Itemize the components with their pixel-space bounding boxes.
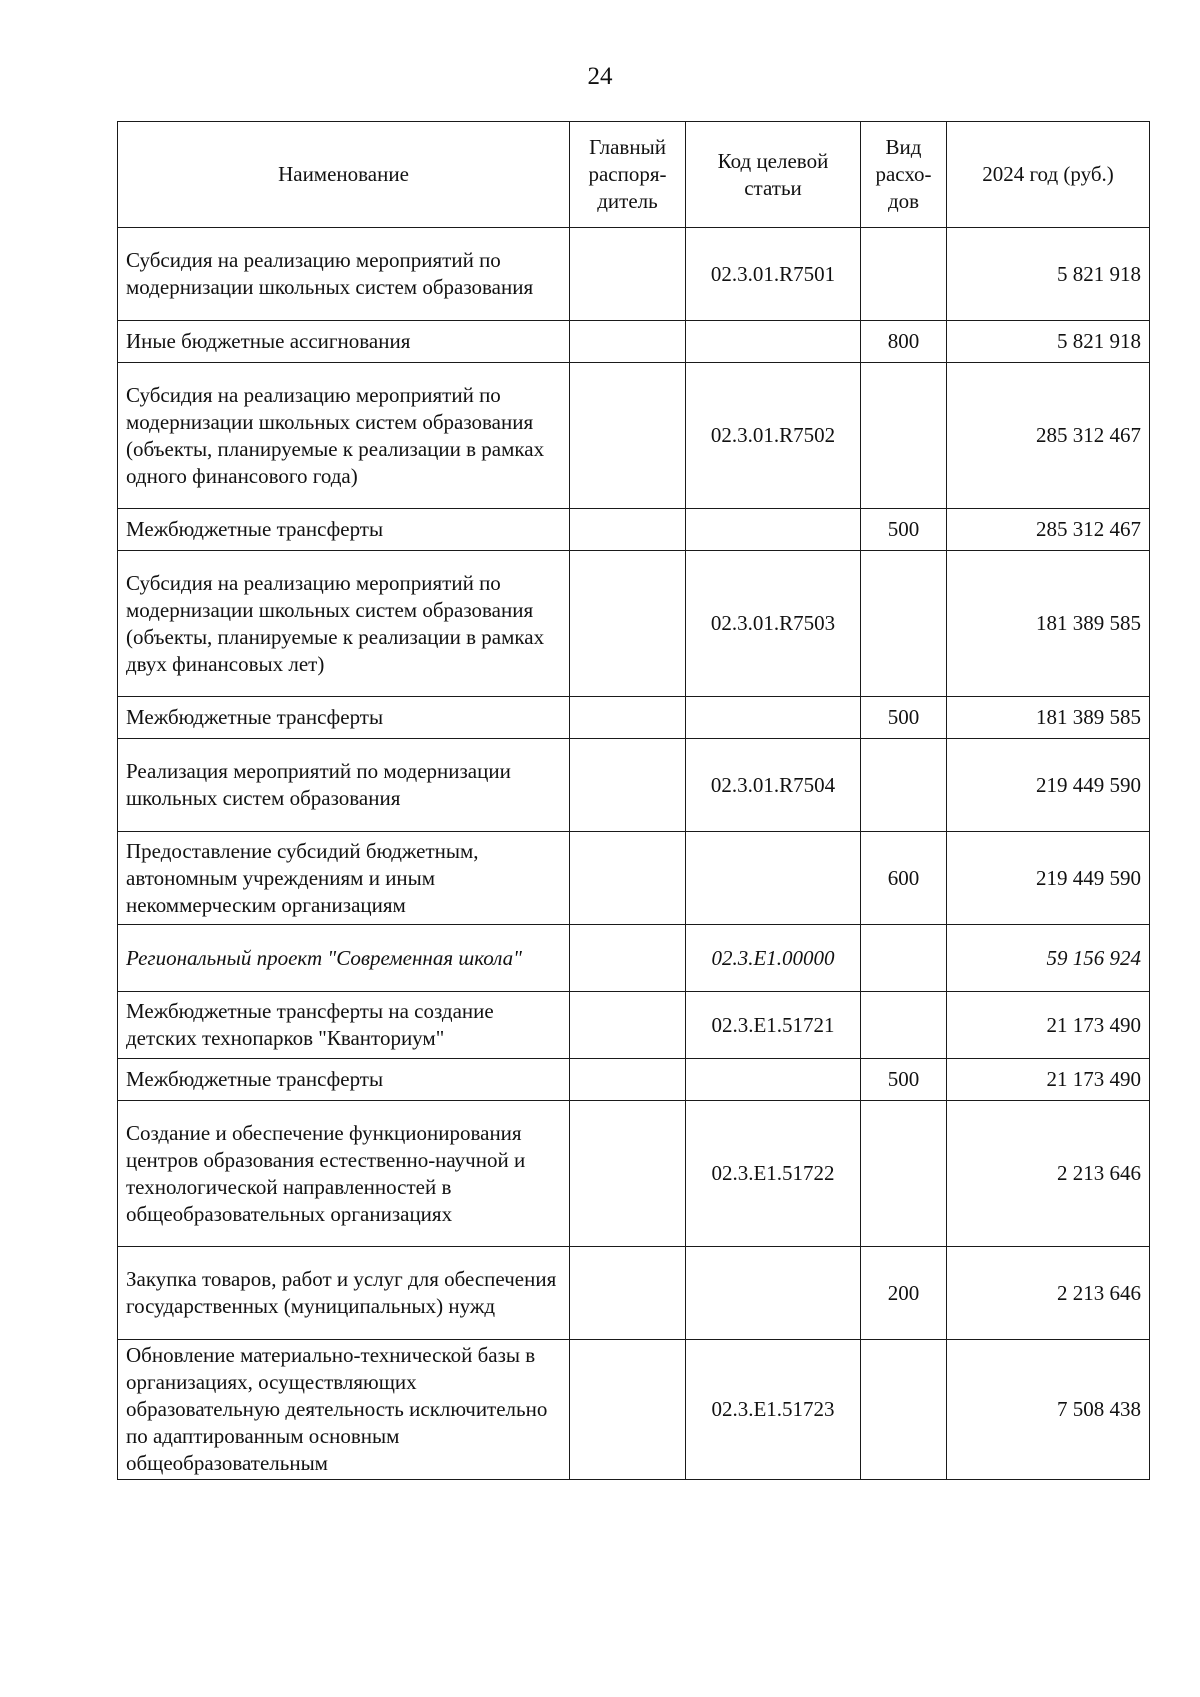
cell-code: 02.3.E1.00000 <box>686 925 861 992</box>
cell-kind: 200 <box>861 1247 947 1340</box>
cell-code: 02.3.01.R7504 <box>686 739 861 832</box>
table-row <box>118 925 1150 992</box>
cell-name: Субсидия на реализацию мероприятий по модернизации школьных систем образования (объекты, планируемые к реализации в рамках одного финансового года) <box>118 363 570 509</box>
cell-amount: 181 389 585 <box>947 551 1150 697</box>
cell-code <box>686 832 861 925</box>
cell-amount: 21 173 490 <box>947 992 1150 1059</box>
header-amount: 2024 год (руб.) <box>947 122 1150 228</box>
cell-amount: 21 173 490 <box>947 1059 1150 1101</box>
cell-kind: 800 <box>861 321 947 363</box>
table-row <box>118 551 1150 697</box>
cell-amount: 181 389 585 <box>947 697 1150 739</box>
cell-code <box>686 509 861 551</box>
cell-amount: 219 449 590 <box>947 832 1150 925</box>
header-ministry: Главный распоря-дитель <box>570 122 686 228</box>
table-row <box>118 832 1150 925</box>
cell-ministry <box>570 739 686 832</box>
cell-kind <box>861 363 947 509</box>
cell-code <box>686 1059 861 1101</box>
cell-ministry <box>570 1340 686 1480</box>
cell-ministry <box>570 228 686 321</box>
table-row <box>118 509 1150 551</box>
cell-name: Межбюджетные трансферты <box>118 1059 570 1101</box>
cell-code: 02.3.01.R7502 <box>686 363 861 509</box>
cell-code: 02.3.E1.51721 <box>686 992 861 1059</box>
cell-name: Субсидия на реализацию мероприятий по модернизации школьных систем образования (объекты, планируемые к реализации в рамках двух финансовых лет) <box>118 551 570 697</box>
cell-code: 02.3.E1.51723 <box>686 1340 861 1480</box>
cell-name: Межбюджетные трансферты <box>118 509 570 551</box>
cell-name: Обновление материально-технической базы в организациях, осуществляющих образовательную деятельность исключительно по адаптированным основным общеобразовательным <box>118 1340 570 1480</box>
cell-name: Региональный проект "Современная школа" <box>118 925 570 992</box>
cell-name: Реализация мероприятий по модернизации школьных систем образования <box>118 739 570 832</box>
table-row <box>118 739 1150 832</box>
table-row <box>118 321 1150 363</box>
table-row <box>118 1059 1150 1101</box>
cell-kind <box>861 1101 947 1247</box>
cell-code: 02.3.01.R7501 <box>686 228 861 321</box>
cell-ministry <box>570 1247 686 1340</box>
cell-ministry <box>570 1101 686 1247</box>
cell-name: Закупка товаров, работ и услуг для обеспечения государственных (муниципальных) нужд <box>118 1247 570 1340</box>
cell-name: Субсидия на реализацию мероприятий по модернизации школьных систем образования <box>118 228 570 321</box>
cell-amount: 285 312 467 <box>947 363 1150 509</box>
cell-kind <box>861 992 947 1059</box>
cell-kind <box>861 228 947 321</box>
cell-amount: 2 213 646 <box>947 1101 1150 1247</box>
cell-ministry <box>570 925 686 992</box>
table-header-row <box>118 122 1150 228</box>
cell-code <box>686 321 861 363</box>
cell-ministry <box>570 321 686 363</box>
cell-amount: 59 156 924 <box>947 925 1150 992</box>
cell-amount: 2 213 646 <box>947 1247 1150 1340</box>
cell-kind <box>861 1340 947 1480</box>
cell-ministry <box>570 1059 686 1101</box>
budget-table <box>117 121 1150 1480</box>
cell-kind: 500 <box>861 697 947 739</box>
cell-ministry <box>570 363 686 509</box>
cell-ministry <box>570 551 686 697</box>
cell-ministry <box>570 832 686 925</box>
table-row <box>118 697 1150 739</box>
cell-code: 02.3.E1.51722 <box>686 1101 861 1247</box>
cell-amount: 285 312 467 <box>947 509 1150 551</box>
cell-kind: 500 <box>861 509 947 551</box>
cell-code <box>686 1247 861 1340</box>
table-row <box>118 1340 1150 1480</box>
cell-kind: 500 <box>861 1059 947 1101</box>
header-name: Наименование <box>118 122 570 228</box>
cell-kind <box>861 925 947 992</box>
cell-kind: 600 <box>861 832 947 925</box>
page-number: 24 <box>587 63 613 90</box>
cell-kind <box>861 551 947 697</box>
header-kind: Вид расхо-дов <box>861 122 947 228</box>
header-code: Код целевой статьи <box>686 122 861 228</box>
table-row <box>118 1101 1150 1247</box>
cell-name: Межбюджетные трансферты на создание детских технопарков "Кванториум" <box>118 992 570 1059</box>
table-row <box>118 1247 1150 1340</box>
cell-amount: 5 821 918 <box>947 228 1150 321</box>
cell-code <box>686 697 861 739</box>
cell-ministry <box>570 509 686 551</box>
cell-code: 02.3.01.R7503 <box>686 551 861 697</box>
cell-name: Межбюджетные трансферты <box>118 697 570 739</box>
cell-name: Предоставление субсидий бюджетным, автономным учреждениям и иным некоммерческим организациям <box>118 832 570 925</box>
cell-ministry <box>570 697 686 739</box>
table-row <box>118 228 1150 321</box>
cell-amount: 219 449 590 <box>947 739 1150 832</box>
cell-amount: 5 821 918 <box>947 321 1150 363</box>
table-row <box>118 992 1150 1059</box>
cell-name: Создание и обеспечение функционирования центров образования естественно-научной и технологической направленностей в общеобразовательных организациях <box>118 1101 570 1247</box>
cell-kind <box>861 739 947 832</box>
cell-amount: 7 508 438 <box>947 1340 1150 1480</box>
cell-name: Иные бюджетные ассигнования <box>118 321 570 363</box>
cell-ministry <box>570 992 686 1059</box>
table-row <box>118 363 1150 509</box>
